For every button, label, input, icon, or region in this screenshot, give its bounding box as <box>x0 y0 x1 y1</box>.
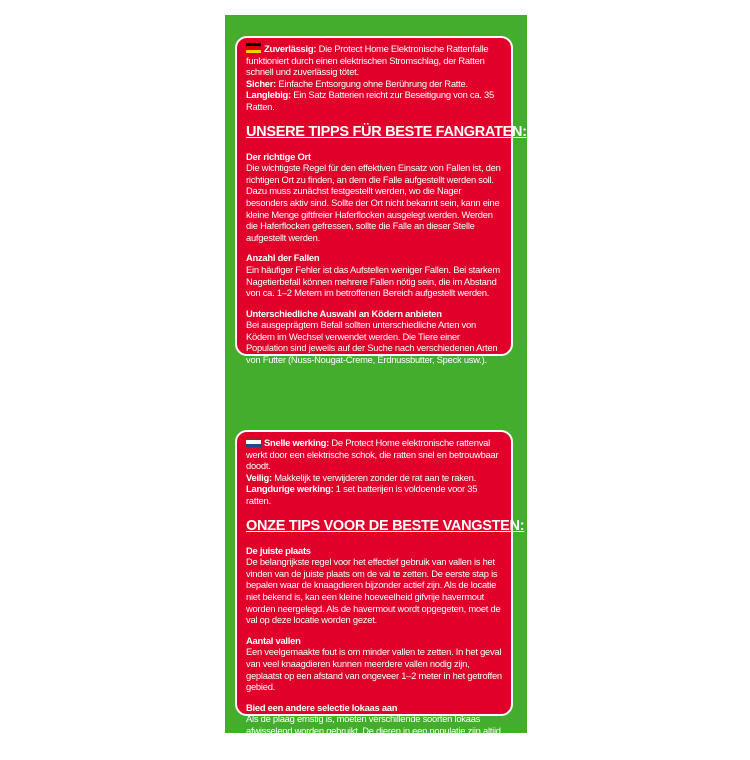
intro-text-sicher: Einfache Entsorgung ohne Berührung der Ratte. <box>276 77 468 89</box>
german-tips-title: UNSERE TIPPS FÜR BESTE FANGRATEN: <box>246 123 527 140</box>
german-section-location <box>246 151 503 244</box>
dutch-tips-title: ONZE TIPS VOOR DE BESTE VANGSTEN: <box>246 517 525 534</box>
section-heading: Der richtige Ort <box>246 150 311 162</box>
intro-text-veilig: Makkelijk te verwijderen zonder de rat aan te raken. <box>271 471 476 483</box>
section-heading: Anzahl der Fallen <box>246 252 320 264</box>
section-heading: De juiste plaats <box>246 544 311 556</box>
german-section-trap-count <box>246 252 503 298</box>
section-text: Ein häufiger Fehler ist das Aufstellen weniger Fallen. Bei starkem Nagetierbefall können mehrere Fallen nötig sein, die im Abstand von ca. 1–2 Metern im betroffenen Bereich aufgestellt werden. <box>246 263 500 299</box>
german-intro-line-2 <box>246 78 503 90</box>
section-heading: Aantal vallen <box>246 634 301 646</box>
intro-label-snelle-werking: Snelle werking: <box>264 437 330 448</box>
german-section-bait <box>246 308 503 366</box>
german-intro-line-3 <box>246 89 503 112</box>
section-text: De belangrijkste regel voor het effectief gebruik van vallen is het vinden van de juiste plaats om de val te zetten. De eerste stap is bepalen waar de knaagdieren bijzonder actief zijn. Als de locatie niet bekend is, kan een kleine hoeveelheid gifvrije havermout worden neergelegd. Als de havermout wordt opgegeten, moet de val op deze locatie worden gezet. <box>246 556 501 626</box>
dutch-intro-line-1 <box>246 437 503 472</box>
intro-label-veilig: Veilig: <box>246 471 272 483</box>
section-text: Een veelgemaakte fout is om minder vallen te zetten. In het geval van veel knaagdieren kunnen meerdere vallen nodig zijn, geplaatst op een afstand van ongeveer 1–2 meter in het getroffen gebied. <box>246 646 502 693</box>
german-intro <box>246 43 503 113</box>
dutch-section-location <box>246 545 503 626</box>
intro-label-sicher: Sicher: <box>246 77 277 89</box>
dutch-section-trap-count <box>246 635 503 693</box>
dutch-info-panel <box>235 430 525 760</box>
section-text: Die wichtigste Regel für den effektiven Einsatz von Fallen ist, den richtigen Ort zu finden, an dem die Falle aufgestellt werden soll. Dazu muss zunächst festgestellt werden, wo die Nager besonders aktiv sind. Sollte der Ort nicht bekannt sein, kann eine kleine Menge giftfreier Haferflocken ausgelegt werden. Werden die Haferflocken gefressen, sollte die Falle an dieser Stelle aufgestellt werden. <box>246 162 501 243</box>
dutch-intro <box>246 437 503 507</box>
intro-text-langlebig: Ein Satz Batterien reicht zur Beseitigung von ca. 35 Ratten. <box>246 89 494 112</box>
intro-text-snelle-werking: De Protect Home elektronische rattenval werkt door een elektrische schok, die ratten snel en betrouwbaar doodt. <box>246 437 499 472</box>
dutch-intro-line-2 <box>246 472 503 484</box>
intro-label-langdurige-werking: Langdurige werking: <box>246 483 334 495</box>
dutch-section-bait <box>246 702 503 760</box>
netherlands-flag-icon <box>246 437 261 447</box>
german-info-panel <box>235 36 527 366</box>
intro-text-zuverlaessig: Die Protect Home Elektronische Rattenfalle funktioniert durch einen elektrischen Stromschlag, der Ratten schnell und zuverlässig tötet. <box>246 43 489 78</box>
section-heading: Unterschiedliche Auswahl an Ködern anbieten <box>246 307 442 319</box>
dutch-intro-line-3 <box>246 483 503 506</box>
intro-label-zuverlaessig: Zuverlässig: <box>264 43 317 54</box>
section-heading: Bied een andere selectie lokaas aan <box>246 701 398 713</box>
germany-flag-icon <box>246 43 261 53</box>
german-intro-line-1 <box>246 43 503 78</box>
section-text: Bei ausgeprägtem Befall sollten unterschiedliche Arten von Ködern im Wechsel verwendet werden. Die Tiere einer Population sind jeweils auf der Suche nach verschiedenen Arten von Futter (Nuss-Nougat-Creme, Erdnussbutter, Speck usw.). <box>246 319 498 366</box>
intro-label-langlebig: Langlebig: <box>246 89 291 101</box>
section-text: Als de plaag ernstig is, moeten verschillende soorten lokaas afwisselend worden gebruikt. De dieren in een populatie zijn altijd op zoek naar verschillende soorten voedsel (noten-nougatcrème, pindakaas, spek, enz.). <box>246 713 501 760</box>
intro-text-langdurige-werking: 1 set batterijen is voldoende voor 35 ratten. <box>246 483 478 506</box>
